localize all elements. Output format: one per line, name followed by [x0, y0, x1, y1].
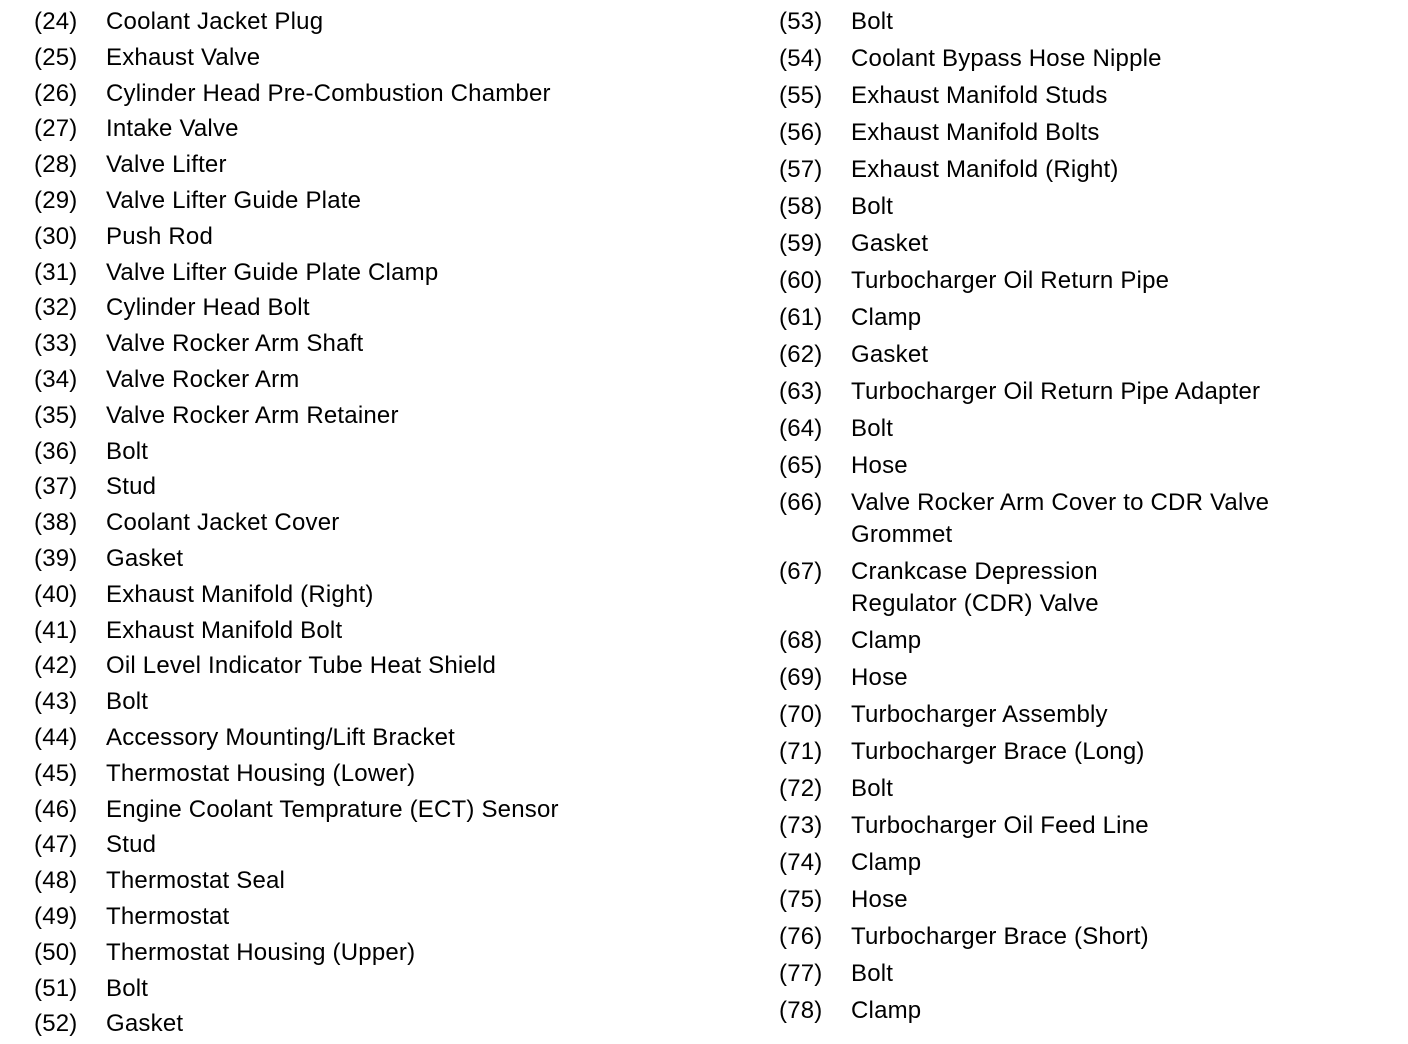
part-number: (35): [34, 401, 78, 429]
parts-list-item: [34, 865, 724, 901]
part-number: (24): [34, 8, 78, 35]
parts-list-item: [779, 450, 1399, 487]
parts-list-item: [34, 185, 724, 221]
part-number: (60): [779, 267, 823, 294]
part-name: Valve Rocker Arm Retainer: [106, 401, 399, 429]
part-number: (45): [34, 759, 78, 787]
part-number: (55): [779, 82, 823, 109]
part-name: Oil Level Indicator Tube Heat Shield: [106, 652, 497, 680]
part-number: (49): [34, 902, 78, 930]
part-name: Cylinder Head Bolt: [106, 294, 310, 322]
part-name: Gasket: [106, 1010, 184, 1038]
part-number: (70): [779, 701, 823, 728]
parts-list-item: [34, 579, 724, 615]
part-number: (52): [34, 1010, 78, 1038]
parts-list-item: [34, 257, 724, 293]
part-number: (73): [779, 812, 823, 839]
part-name: Valve Lifter Guide Plate Clamp: [106, 258, 439, 286]
part-name: Turbocharger Oil Feed Line: [851, 812, 1149, 839]
parts-list-item: [779, 995, 1399, 1032]
part-number: (39): [34, 544, 78, 572]
parts-list-item: [779, 662, 1399, 699]
part-number: (25): [34, 43, 78, 71]
part-number: (42): [34, 652, 78, 680]
part-number: (65): [779, 452, 823, 479]
part-name: Clamp: [851, 627, 922, 654]
parts-list-item: [779, 265, 1399, 302]
parts-list-item: [34, 400, 724, 436]
part-number: (54): [779, 45, 823, 72]
parts-list-item: [779, 117, 1399, 154]
part-number: (43): [34, 688, 78, 716]
part-name: Clamp: [851, 304, 922, 331]
part-number: (27): [34, 115, 78, 143]
parts-list-item: [34, 113, 724, 149]
parts-list-item: [34, 543, 724, 579]
part-name: Valve Rocker Arm Shaft: [106, 330, 364, 358]
part-number: (30): [34, 222, 78, 250]
part-number: (74): [779, 849, 823, 876]
part-number: (67): [779, 558, 823, 585]
parts-list-item: [34, 149, 724, 185]
parts-list-left-column: [34, 0, 724, 1044]
parts-list-item: [779, 80, 1399, 117]
parts-list-item: [779, 43, 1399, 80]
part-number: (40): [34, 580, 78, 608]
part-number: (31): [34, 258, 78, 286]
part-name: Turbocharger Oil Return Pipe Adapter: [851, 378, 1261, 405]
parts-list-item: [34, 364, 724, 400]
part-name: Turbocharger Assembly: [851, 701, 1108, 728]
part-number: (46): [34, 795, 78, 823]
part-name: Bolt: [851, 193, 894, 220]
parts-list-item: [34, 937, 724, 973]
part-name: Bolt: [851, 415, 894, 442]
part-number: (75): [779, 886, 823, 913]
part-number: (76): [779, 923, 823, 950]
part-name: Gasket: [106, 544, 184, 572]
part-number: (37): [34, 473, 78, 501]
parts-list-item: [779, 810, 1399, 847]
part-name: Exhaust Valve: [106, 43, 261, 71]
part-name: Hose: [851, 452, 908, 479]
part-name: Exhaust Manifold Bolt: [106, 616, 343, 644]
part-number: (34): [34, 365, 78, 393]
parts-list-item: [779, 487, 1399, 556]
part-name: Bolt: [106, 437, 149, 465]
part-name: Push Rod: [106, 222, 213, 250]
part-number: (61): [779, 304, 823, 331]
parts-list-item: [779, 773, 1399, 810]
parts-list-item: [779, 699, 1399, 736]
part-name: Bolt: [106, 688, 149, 716]
part-number: (36): [34, 437, 78, 465]
parts-list-item: [779, 6, 1399, 43]
part-name: Engine Coolant Temprature (ECT) Sensor: [106, 795, 559, 823]
parts-list-item: [779, 736, 1399, 773]
part-name: Thermostat Housing (Lower): [106, 759, 416, 787]
parts-list-item: [779, 556, 1399, 625]
parts-list-item: [779, 413, 1399, 450]
parts-list-item: [34, 471, 724, 507]
part-name: Intake Valve: [106, 115, 239, 143]
part-number: (59): [779, 230, 823, 257]
parts-list-item: [779, 228, 1399, 265]
part-name: Bolt: [851, 775, 894, 802]
parts-list-item: [34, 722, 724, 758]
part-name: Exhaust Manifold (Right): [851, 156, 1119, 183]
part-name: Hose: [851, 886, 908, 913]
part-number: (77): [779, 960, 823, 987]
part-name: Turbocharger Brace (Long): [851, 738, 1145, 765]
part-number: (29): [34, 186, 78, 214]
part-name: Accessory Mounting/Lift Bracket: [106, 723, 456, 751]
parts-list-item: [34, 42, 724, 78]
part-number: (69): [779, 664, 823, 691]
parts-list-item: [779, 376, 1399, 413]
parts-list-item: [34, 6, 724, 42]
parts-list-item: [779, 625, 1399, 662]
part-number: (32): [34, 294, 78, 322]
part-number: (66): [779, 489, 823, 516]
part-name: Gasket: [851, 230, 929, 257]
part-name: Exhaust Manifold Bolts: [851, 119, 1100, 146]
part-name: Exhaust Manifold Studs: [851, 82, 1108, 109]
parts-list-item: [779, 884, 1399, 921]
part-number: (62): [779, 341, 823, 368]
part-number: (26): [34, 79, 78, 107]
part-number: (58): [779, 193, 823, 220]
part-name: Gasket: [851, 341, 929, 368]
part-number: (33): [34, 330, 78, 358]
parts-list-item: [34, 78, 724, 114]
part-name: Turbocharger Brace (Short): [851, 923, 1149, 950]
part-number: (68): [779, 627, 823, 654]
parts-list-item: [779, 958, 1399, 995]
part-number: (71): [779, 738, 823, 765]
parts-list-item: [779, 921, 1399, 958]
parts-list-item: [34, 973, 724, 1009]
part-number: (44): [34, 723, 78, 751]
parts-list-item: [779, 847, 1399, 884]
parts-list-item: [34, 901, 724, 937]
part-name: Bolt: [106, 974, 149, 1002]
part-name: Valve Rocker Arm: [106, 365, 300, 393]
part-name: Thermostat Seal: [106, 867, 286, 895]
parts-list-item: [34, 758, 724, 794]
part-name: Crankcase Depression Regulator (CDR) Valve: [851, 558, 1099, 617]
parts-list-right-column: [779, 0, 1399, 1032]
part-number: (47): [34, 831, 78, 859]
part-number: (41): [34, 616, 78, 644]
part-name: Bolt: [851, 960, 894, 987]
parts-list-item: [34, 292, 724, 328]
part-name: Clamp: [851, 849, 922, 876]
part-number: (48): [34, 867, 78, 895]
part-name: Hose: [851, 664, 908, 691]
part-name: Valve Lifter: [106, 151, 227, 179]
part-number: (28): [34, 151, 78, 179]
part-name: Stud: [106, 473, 157, 501]
part-number: (78): [779, 997, 823, 1024]
parts-list-item: [779, 191, 1399, 228]
part-number: (51): [34, 974, 78, 1002]
part-name: Bolt: [851, 8, 894, 35]
part-name: Valve Lifter Guide Plate: [106, 186, 362, 214]
parts-list-item: [779, 154, 1399, 191]
parts-list-item: [34, 436, 724, 472]
parts-list-item: [34, 794, 724, 830]
part-name: Coolant Jacket Plug: [106, 8, 324, 35]
parts-list-item: [34, 650, 724, 686]
parts-list-item: [34, 615, 724, 651]
parts-list-item: [34, 328, 724, 364]
part-number: (56): [779, 119, 823, 146]
part-number: (57): [779, 156, 823, 183]
part-number: (64): [779, 415, 823, 442]
part-number: (63): [779, 378, 823, 405]
part-number: (72): [779, 775, 823, 802]
part-name: Stud: [106, 831, 157, 859]
part-name: Valve Rocker Arm Cover to CDR Valve Grommet: [851, 489, 1270, 548]
parts-list-item: [34, 829, 724, 865]
parts-list-item: [34, 686, 724, 722]
parts-list-item: [34, 221, 724, 257]
part-name: Thermostat: [106, 902, 230, 930]
part-name: Turbocharger Oil Return Pipe: [851, 267, 1170, 294]
part-number: (50): [34, 938, 78, 966]
part-number: (53): [779, 8, 823, 35]
parts-list-item: [779, 339, 1399, 376]
part-name: Cylinder Head Pre-Combustion Chamber: [106, 79, 551, 107]
part-name: Coolant Bypass Hose Nipple: [851, 45, 1162, 72]
part-name: Coolant Jacket Cover: [106, 509, 340, 537]
part-name: Exhaust Manifold (Right): [106, 580, 374, 608]
parts-list-item: [779, 302, 1399, 339]
part-number: (38): [34, 509, 78, 537]
parts-list-item: [34, 507, 724, 543]
part-name: Thermostat Housing (Upper): [106, 938, 416, 966]
part-name: Clamp: [851, 997, 922, 1024]
parts-list-item: [34, 1008, 724, 1044]
